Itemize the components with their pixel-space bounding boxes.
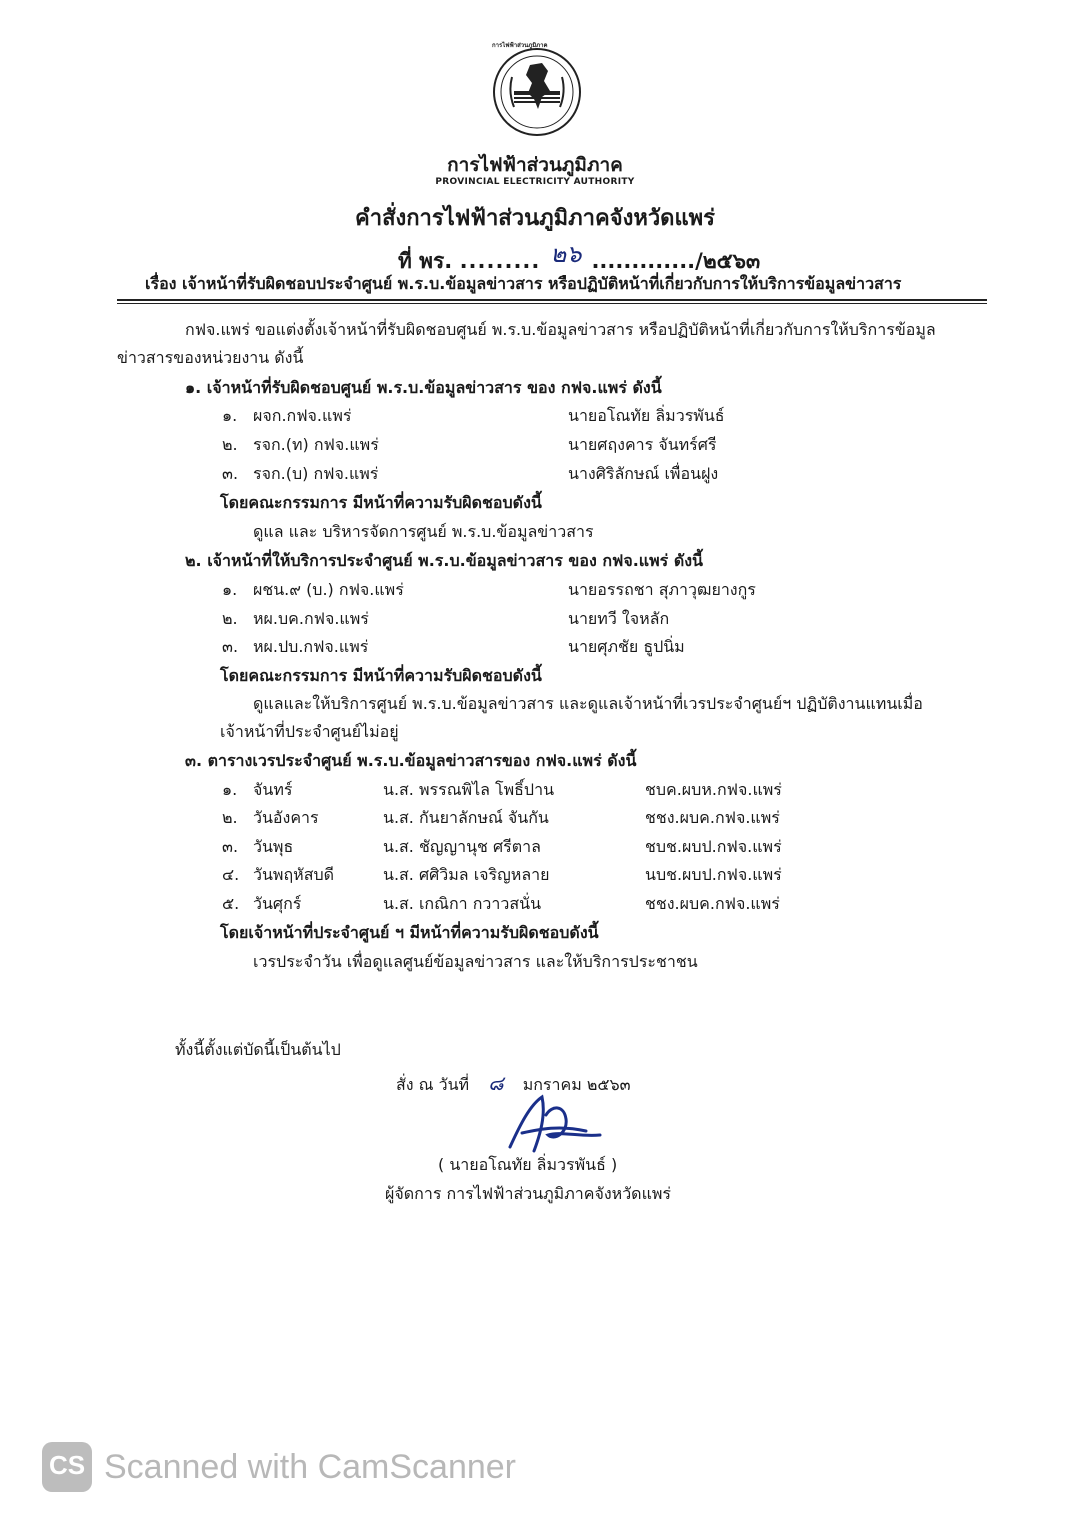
section1-item-name: นางศิริลักษณ์ เพื่อนฝูง <box>568 464 719 483</box>
date-prefix: สั่ง ณ วันที่ <box>396 1075 470 1094</box>
section2-duty-heading: โดยคณะกรรมการ มีหน้าที่ความรับผิดชอบดังนี้ <box>220 666 542 685</box>
section1-item-position: รจก.(ท) กฟจ.แพร่ <box>253 435 379 454</box>
roster-num: ๕. <box>222 894 240 913</box>
section2-item-position: หผ.บค.กฟจ.แพร่ <box>253 609 369 628</box>
section1-item-name: นายอโณทัย ลิ่มวรพันธ์ <box>568 406 725 425</box>
roster-position: ชบช.ผบป.กฟจ.แพร่ <box>645 837 782 856</box>
date-rest: มกราคม ๒๕๖๓ <box>522 1075 631 1094</box>
roster-num: ๒. <box>222 808 238 827</box>
signer-name: ( นายอโณทัย ลิ่มวรพันธ์ ) <box>438 1155 618 1174</box>
camscanner-logo-icon <box>42 1442 92 1492</box>
section1-item-num: ๓. <box>222 464 239 483</box>
intro-line-2: ข่าวสารของหน่วยงาน ดังนี้ <box>117 348 304 367</box>
section3-duty-heading: โดยเจ้าหน้าที่ประจำศูนย์ ฯ มีหน้าที่ความรับผิดชอบดังนี้ <box>220 923 599 942</box>
roster-name: น.ส. พรรณพิไล โพธิ์ปาน <box>383 780 555 799</box>
section1-item-name: นายศฤงคาร จันทร์ศรี <box>568 435 717 454</box>
section2-item-num: ๓. <box>222 637 239 656</box>
section2-item-position: หผ.ปบ.กฟจ.แพร่ <box>253 637 369 656</box>
roster-day: วันอังคาร <box>253 808 319 827</box>
roster-num: ๑. <box>222 780 238 799</box>
org-name-thai: การไฟฟ้าส่วนภูมิภาค <box>447 154 623 176</box>
order-number-handwritten: ๒๖ <box>550 240 582 268</box>
order-number-suffix: /๒๕๖๓ <box>695 249 761 273</box>
roster-name: น.ส. ชัญญานุช ศรีตาล <box>383 837 541 856</box>
section1-item-position: ผจก.กฟจ.แพร่ <box>253 406 352 425</box>
section2-duty-text-1: ดูแลและให้บริการศูนย์ พ.ร.บ.ข้อมูลข่าวสาร และดูแลเจ้าหน้าที่เวรประจำศูนย์ฯ ปฏิบัติงานแทนเมื่อ <box>253 694 923 713</box>
camscanner-logo-text: CS <box>48 1450 86 1480</box>
order-number: ที่ พร. ......... ๒๖ ............./๒๕๖๓ <box>398 240 761 273</box>
intro-line-1: กฟจ.แพร่ ขอแต่งตั้งเจ้าหน้าที่รับผิดชอบศูนย์ พ.ร.บ.ข้อมูลข่าวสาร หรือปฏิบัติหน้าที่เกี่ยวกับการให้บริการข้อมูล <box>185 320 936 339</box>
divider-thin <box>117 303 987 304</box>
date-day-handwritten: ๘ <box>488 1071 504 1095</box>
roster-name: น.ส. ศศิวิมล เจริญหลาย <box>383 865 550 884</box>
org-name-english: PROVINCIAL ELECTRICITY AUTHORITY <box>435 177 635 187</box>
divider-thick <box>117 299 987 301</box>
signer-title: ผู้จัดการ การไฟฟ้าส่วนภูมิภาคจังหวัดแพร่ <box>385 1184 672 1203</box>
section3-duty-text: เวรประจำวัน เพื่อดูแลศูนย์ข้อมูลข่าวสาร และให้บริการประชาชน <box>253 952 698 971</box>
section2-duty-text-2: เจ้าหน้าที่ประจำศูนย์ไม่อยู่ <box>220 722 399 741</box>
section1-duty-heading: โดยคณะกรรมการ มีหน้าที่ความรับผิดชอบดังนี้ <box>220 493 542 512</box>
roster-position: ชบค.ผบห.กฟจ.แพร่ <box>645 780 782 799</box>
section1-duty-text: ดูแล และ บริหารจัดการศูนย์ พ.ร.บ.ข้อมูลข่าวสาร <box>253 522 594 541</box>
pea-logo <box>492 42 582 137</box>
section1-item-position: รจก.(บ) กฟจ.แพร่ <box>253 464 379 483</box>
roster-day: จันทร์ <box>253 780 293 799</box>
roster-day: วันศุกร์ <box>253 894 302 913</box>
roster-position: ชชง.ผบค.กฟจ.แพร่ <box>645 894 780 913</box>
roster-num: ๓. <box>222 837 239 856</box>
section2-item-name: นายทวี ใจหลัก <box>568 609 670 628</box>
section2-heading: ๒. เจ้าหน้าที่ให้บริการประจำศูนย์ พ.ร.บ.ข้อมูลข่าวสาร ของ กฟจ.แพร่ ดังนี้ <box>185 551 703 570</box>
effective-statement: ทั้งนี้ตั้งแต่บัดนี้เป็นต้นไป <box>175 1040 341 1059</box>
roster-position: นบช.ผบป.กฟจ.แพร่ <box>645 865 782 884</box>
section2-item-position: ผชน.๙ (บ.) กฟจ.แพร่ <box>253 580 404 599</box>
logo-text: การไฟฟ้าส่วนภูมิภาค <box>492 42 548 49</box>
section1-item-num: ๒. <box>222 435 238 454</box>
camscanner-watermark: Scanned with CamScanner <box>104 1448 517 1486</box>
subject-line: เรื่อง เจ้าหน้าที่รับผิดชอบประจำศูนย์ พ.ร.บ.ข้อมูลข่าวสาร หรือปฏิบัติหน้าที่เกี่ยวกับการให้บริการข้อมูลข่าวสาร <box>145 274 902 293</box>
roster-position: ชชง.ผบค.กฟจ.แพร่ <box>645 808 780 827</box>
section2-item-num: ๒. <box>222 609 238 628</box>
section1-heading: ๑. เจ้าหน้าที่รับผิดชอบศูนย์ พ.ร.บ.ข้อมูลข่าวสาร ของ กฟจ.แพร่ ดังนี้ <box>185 378 662 397</box>
order-title: คำสั่งการไฟฟ้าส่วนภูมิภาคจังหวัดแพร่ <box>355 206 715 231</box>
section2-item-num: ๑. <box>222 580 238 599</box>
section3-heading: ๓. ตารางเวรประจำศูนย์ พ.ร.บ.ข้อมูลข่าวสารของ กฟจ.แพร่ ดังนี้ <box>185 751 637 770</box>
roster-name: น.ส. กันยาลักษณ์ จันกัน <box>383 808 549 827</box>
section2-item-name: นายอรรถชา สุภาวุฒยางกูร <box>568 580 756 599</box>
section2-item-name: นายศุภชัย ธูปนิ่ม <box>568 637 685 656</box>
roster-day: วันพฤหัสบดี <box>253 865 335 884</box>
order-number-prefix: ที่ พร. <box>398 249 453 273</box>
roster-num: ๔. <box>222 865 240 884</box>
roster-day: วันพุธ <box>253 837 294 856</box>
section1-item-num: ๑. <box>222 406 238 425</box>
roster-name: น.ส. เกณิกา กวาวสนั่น <box>383 894 541 913</box>
